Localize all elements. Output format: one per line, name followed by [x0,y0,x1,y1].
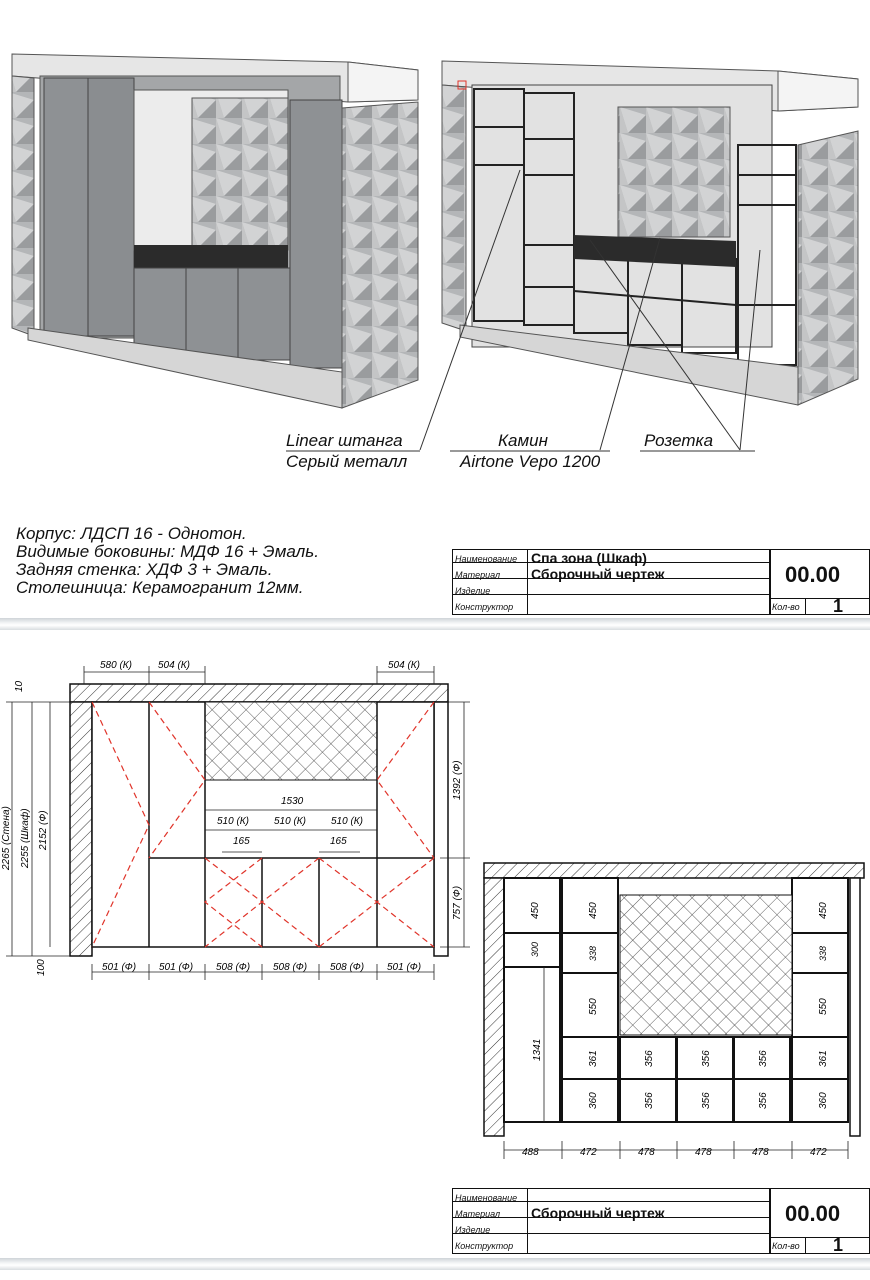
inner-m1-356a: 356 [644,1050,655,1067]
callout-socket-title: Розетка [644,431,714,450]
dim-mid-165b: 165 [330,836,347,847]
inner-m3-356b: 356 [758,1092,769,1109]
inner-c1-300: 300 [530,941,540,957]
tb2-value-material: Сборочный чертеж [531,1205,665,1221]
tb2-label-name: Наименование [455,1193,518,1203]
dim-mid-165a: 165 [233,836,250,847]
dim-height-inner: 2152 (Ф) [38,810,49,850]
inner-c2-360: 360 [588,1092,599,1109]
inner-c1-450: 450 [530,902,541,919]
tb2-label-product: Изделие [455,1225,491,1235]
title-block-1 [452,549,870,615]
inner-c6-338: 338 [818,945,828,961]
sheet-separator-1 [0,618,870,630]
dim-mid-510c: 510 (К) [331,816,364,827]
inner-c6-550: 550 [818,998,829,1015]
dim-left-100: 100 [36,959,47,976]
dim-top-504b: 504 (К) [388,660,421,671]
inner-bottom-1: 488 [522,1147,539,1158]
callout-linear-sub: Серый металл [286,452,408,471]
dim-top-580: 580 (К) [100,660,133,671]
dim-height-wall: 2265 (Стена) [1,806,12,870]
inner-c2-450: 450 [588,902,599,919]
front-elevation-drawing [0,650,470,990]
tb1-qty-label: Кол-во [772,602,800,612]
inner-m2-356a: 356 [701,1050,712,1067]
note-line-3: Задняя стенка: ХДФ 3 + Эмаль. [16,560,273,579]
dim-height-cabinet: 2255 (Шкаф) [20,808,31,868]
dim-top-504a: 504 (К) [158,660,191,671]
dim-right-upper: 1392 (Ф) [452,760,463,800]
tb1-code: 00.00 [785,562,841,587]
dim-bottom-5: 508 (Ф) [330,962,365,973]
inner-c2-550: 550 [588,998,599,1015]
tb1-label-product: Изделие [455,586,491,596]
dim-mid-510b: 510 (К) [274,816,307,827]
dim-left-10: 10 [14,680,25,692]
sheet-separator-2 [0,1258,870,1270]
callout-linear-title: Linear штанга [286,431,403,450]
inner-m1-356b: 356 [644,1092,655,1109]
inner-c1-1341: 1341 [532,1038,543,1061]
title-block-2 [452,1188,870,1254]
inner-bottom-6: 472 [810,1147,827,1158]
note-line-2: Видимые боковины: МДФ 16 + Эмаль. [16,542,319,561]
inner-c6-360: 360 [818,1092,829,1109]
inner-bottom-3: 478 [638,1147,655,1158]
dim-mid-510a: 510 (К) [217,816,250,827]
inner-c2-338: 338 [588,945,598,961]
inner-bottom-4: 478 [695,1147,712,1158]
note-line-1: Корпус: ЛДСП 16 - Однотон. [16,524,247,543]
tb1-value-material: Сборочный чертеж [531,566,665,582]
callout-fireplace-sub: Airtone Vepo 1200 [460,452,601,471]
callout-leaders [0,0,870,470]
inner-elevation-drawing [480,855,870,1170]
dim-bottom-6: 501 (Ф) [387,962,422,973]
inner-c6-361: 361 [818,1050,829,1067]
dim-bottom-1: 501 (Ф) [102,962,137,973]
tb1-label-material: Материал [455,570,501,580]
tb1-value-name: Спа зона (Шкаф) [531,550,647,566]
inner-m2-356b: 356 [701,1092,712,1109]
dim-bottom-3: 508 (Ф) [216,962,251,973]
dim-bottom-2: 501 (Ф) [159,962,194,973]
inner-m3-356a: 356 [758,1050,769,1067]
tb2-qty: 1 [833,1235,844,1255]
dim-mid-1530: 1530 [281,796,304,807]
inner-c6-450: 450 [818,902,829,919]
tb1-label-name: Наименование [455,554,518,564]
tb1-qty: 1 [833,596,844,616]
tb2-label-designer: Конструктор [455,1241,514,1251]
tb1-label-designer: Конструктор [455,602,514,612]
tb2-label-material: Материал [455,1209,501,1219]
dim-right-lower: 757 (Ф) [452,885,463,920]
inner-bottom-2: 472 [580,1147,597,1158]
inner-c2-361: 361 [588,1050,599,1067]
tb2-qty-label: Кол-во [772,1241,800,1251]
note-line-4: Столешница: Керамогранит 12мм. [16,578,304,597]
tb2-code: 00.00 [785,1201,841,1226]
dim-bottom-4: 508 (Ф) [273,962,308,973]
inner-bottom-5: 478 [752,1147,769,1158]
callout-fireplace-title: Камин [498,431,548,450]
